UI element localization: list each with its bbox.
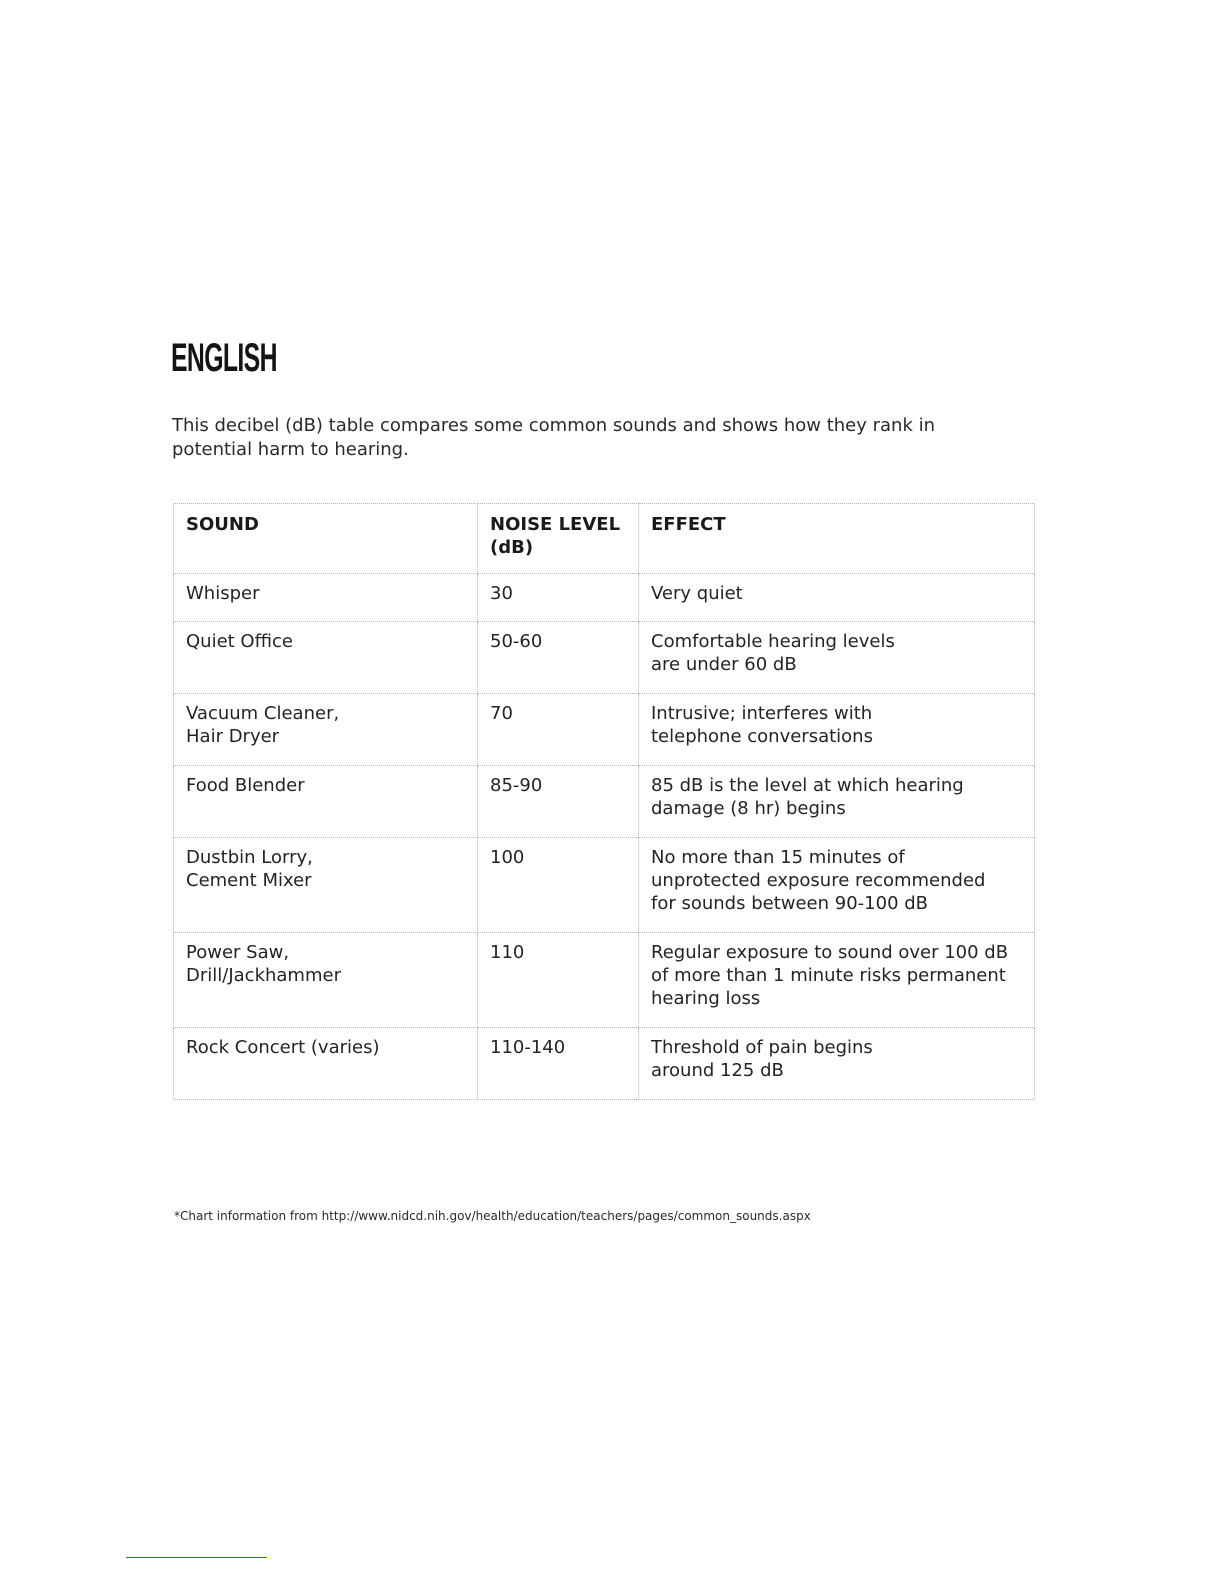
cell-effect (639, 838, 1035, 933)
cell-noise-level (478, 766, 639, 838)
cell-sound (174, 694, 478, 766)
cell-effect (639, 933, 1035, 1028)
table-row (174, 838, 1035, 933)
cell-effect (639, 574, 1035, 622)
header-sound (174, 504, 478, 574)
header-noise-level-unit: (dB) (490, 537, 534, 558)
cell-sound (174, 1028, 478, 1100)
cell-effect-line: Comfortable hearing levels (651, 631, 895, 652)
table-row (174, 1028, 1035, 1100)
bottom-divider (126, 1557, 267, 1558)
cell-noise-level-line: 50-60 (490, 631, 543, 652)
header-effect-label: EFFECT (651, 514, 726, 535)
cell-sound-line: Dustbin Lorry, (186, 847, 313, 868)
decibel-table (173, 503, 1035, 1100)
table-row (174, 766, 1035, 838)
cell-noise-level-line: 110-140 (490, 1037, 566, 1058)
cell-sound-line: Vacuum Cleaner, (186, 703, 340, 724)
cell-effect-line: around 125 dB (651, 1060, 784, 1081)
table-row (174, 574, 1035, 622)
header-noise-level-label: NOISE LEVEL (490, 514, 621, 535)
cell-noise-level (478, 933, 639, 1028)
table-row (174, 622, 1035, 694)
table-row (174, 694, 1035, 766)
cell-noise-level-line: 100 (490, 847, 525, 868)
cell-sound-line: Rock Concert (varies) (186, 1037, 380, 1058)
header-sound-label: SOUND (186, 514, 259, 535)
cell-sound (174, 933, 478, 1028)
cell-effect-line: 85 dB is the level at which hearing (651, 775, 964, 796)
cell-sound-line: Hair Dryer (186, 726, 280, 747)
intro-line: This decibel (dB) table compares some common sounds and shows how they rank in (172, 415, 936, 436)
cell-noise-level-line: 85-90 (490, 775, 543, 796)
cell-sound (174, 838, 478, 933)
cell-effect-line: hearing loss (651, 988, 761, 1009)
cell-effect-line: damage (8 hr) begins (651, 798, 846, 819)
cell-effect-line: Intrusive; interferes with (651, 703, 873, 724)
cell-effect-line: telephone conversations (651, 726, 873, 747)
footnote-source: *Chart information from http://www.nidcd.nih.gov/health/education/teachers/pages/common_sounds.aspx (174, 1209, 811, 1223)
cell-noise-level (478, 574, 639, 622)
cell-effect-line: for sounds between 90-100 dB (651, 893, 929, 914)
decibel-table-container (173, 503, 1034, 1100)
table-header-row (174, 504, 1035, 574)
cell-effect-line: are under 60 dB (651, 654, 797, 675)
cell-sound-line: Drill/Jackhammer (186, 965, 341, 986)
cell-sound-line: Quiet Office (186, 631, 293, 652)
cell-effect-line: unprotected exposure recommended (651, 870, 986, 891)
cell-sound-line: Cement Mixer (186, 870, 312, 891)
cell-sound (174, 622, 478, 694)
cell-sound-line: Food Blender (186, 775, 305, 796)
intro-paragraph (172, 414, 992, 462)
cell-noise-level-line: 70 (490, 703, 513, 724)
cell-sound-line: Whisper (186, 583, 260, 604)
cell-noise-level (478, 694, 639, 766)
header-noise-level (478, 504, 639, 574)
cell-sound-line: Power Saw, (186, 942, 290, 963)
cell-noise-level (478, 622, 639, 694)
page-heading: ENGLISH (171, 336, 277, 380)
cell-noise-level-line: 110 (490, 942, 525, 963)
cell-effect (639, 694, 1035, 766)
cell-effect-line: of more than 1 minute risks permanent (651, 965, 1006, 986)
cell-effect-line: Regular exposure to sound over 100 dB (651, 942, 1009, 963)
cell-effect-line: No more than 15 minutes of (651, 847, 905, 868)
cell-effect (639, 622, 1035, 694)
cell-effect-line: Very quiet (651, 583, 743, 604)
intro-line: potential harm to hearing. (172, 439, 409, 460)
cell-effect (639, 766, 1035, 838)
cell-noise-level-line: 30 (490, 583, 513, 604)
table-body (174, 574, 1035, 1100)
header-effect (639, 504, 1035, 574)
cell-noise-level (478, 1028, 639, 1100)
cell-noise-level (478, 838, 639, 933)
cell-sound (174, 766, 478, 838)
cell-effect-line: Threshold of pain begins (651, 1037, 873, 1058)
cell-effect (639, 1028, 1035, 1100)
table-row (174, 933, 1035, 1028)
cell-sound (174, 574, 478, 622)
